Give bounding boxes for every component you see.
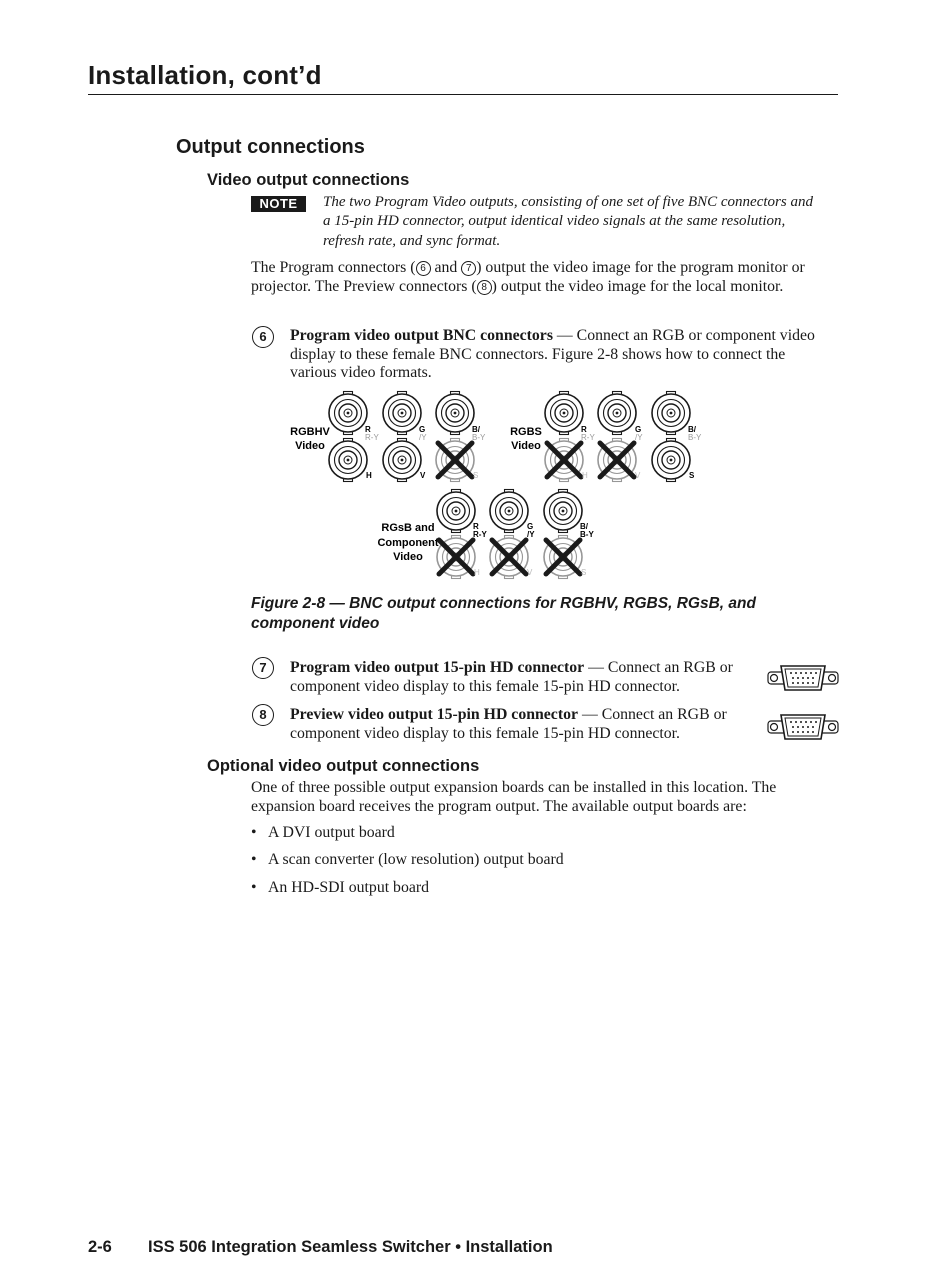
bnc-connector-b — [436, 392, 474, 435]
note-text: The two Program Video outputs, consisting of one set of five BNC connectors and a 15-pin HD connector, output identical video signals at the same resolution, refresh rate, and sync format. — [323, 194, 813, 249]
item-7-title: Program video output 15-pin HD connector — [290, 659, 585, 676]
bnc-connector-v-unused — [490, 536, 528, 579]
label-v: V — [420, 471, 426, 480]
group-label-rgsb-1: RGsB and — [381, 522, 435, 534]
page-header-title: Installation, cont’d — [88, 60, 322, 90]
label-r-y: R-Y — [581, 433, 595, 442]
label-b-y: B-Y — [688, 433, 702, 442]
figure-caption: Figure 2-8 — BNC output connections for RGBHV, RGBS, RGsB, and component video — [251, 595, 756, 632]
list-item-text: A scan converter (low resolution) output board — [268, 851, 564, 868]
hd15-connector-icon — [767, 712, 839, 742]
hd15-connector-icon — [767, 663, 839, 693]
intro-text-4: ) output the video image for the local monitor. — [491, 278, 784, 296]
subsection-heading: Optional video output connections — [207, 757, 480, 775]
list-item — [251, 879, 429, 897]
bnc-connector-b — [544, 490, 582, 533]
item-6-body: — Connect an RGB or component video display to these female BNC connectors. Figure 2-8 shows how to connect the various video formats. — [290, 327, 815, 381]
intro-text-2: and — [430, 259, 462, 276]
item-6-text — [290, 327, 830, 383]
callout-number: 6 — [416, 261, 431, 276]
footer-text: ISS 506 Integration Seamless Switcher • Installation — [148, 1238, 553, 1256]
intro-paragraph — [251, 258, 831, 297]
label-v: V — [635, 471, 641, 480]
item-7-body: — Connect an RGB or component video display to this female 15-pin HD connector. — [290, 659, 733, 695]
bnc-connector-v — [383, 439, 421, 482]
label-b: B/ — [472, 425, 480, 434]
item-8-title: Preview video output 15-pin HD connector — [290, 706, 578, 723]
group-label-rgbhv-1: RGBHV — [290, 426, 330, 438]
bnc-connector-h-unused — [545, 439, 583, 482]
list-item-text: An HD-SDI output board — [268, 879, 430, 896]
label-r-y: R-Y — [365, 433, 379, 442]
label-g: G — [635, 425, 642, 434]
item-6-title: Program video output BNC connectors — [290, 327, 553, 344]
bnc-connector-g — [598, 392, 636, 435]
bnc-connection-diagram — [280, 388, 720, 584]
bullet-icon: • — [251, 824, 257, 841]
bnc-connector-r — [545, 392, 583, 435]
label-h: H — [582, 471, 588, 480]
group-label-rgsb-2: Component — [377, 537, 439, 549]
bullet-icon: • — [251, 851, 257, 868]
label-y: /Y — [419, 433, 427, 442]
label-g: G — [419, 425, 426, 434]
optional-paragraph: One of three possible output expansion boards can be installed in this location. The expansion board receives the program output. The available output boards are: — [251, 779, 777, 816]
intro-text-1: The Program connectors ( — [251, 259, 416, 276]
note-badge: NOTE — [251, 196, 306, 212]
label-v: V — [527, 568, 533, 577]
label-r-y: R-Y — [473, 530, 487, 539]
group-label-rgbs-2: Video — [511, 440, 541, 452]
bnc-connector-s — [652, 439, 690, 482]
bnc-connector-b — [652, 392, 690, 435]
label-r: R — [473, 522, 479, 531]
group-label-rgbhv-2: Video — [295, 440, 325, 452]
label-h: H — [474, 568, 480, 577]
section-heading: Output connections — [176, 136, 365, 158]
label-y: /Y — [527, 530, 535, 539]
bnc-connector-g — [490, 490, 528, 533]
list-item — [251, 824, 395, 842]
item-8-body: — Connect an RGB or component video display to this female 15-pin HD connector. — [290, 706, 727, 742]
label-b-y: B-Y — [472, 433, 486, 442]
bnc-connector-h — [329, 439, 367, 482]
list-item-text: A DVI output board — [268, 824, 395, 841]
intro-text-3: ) output the video image for the program monitor or projector. The Preview connectors ( — [251, 259, 805, 296]
label-b: B/ — [580, 522, 588, 531]
item-number-7: 7 — [252, 657, 274, 679]
label-h: H — [366, 471, 372, 480]
group-label-rgbs-1: RGBS — [510, 426, 542, 438]
bnc-connector-r — [437, 490, 475, 533]
item-7-text — [290, 659, 750, 696]
subsection-heading: Video output connections — [207, 171, 410, 189]
label-r: R — [581, 425, 587, 434]
bnc-connector-s-unused — [544, 536, 582, 579]
page-footer — [88, 1238, 553, 1257]
bnc-connector-r — [329, 392, 367, 435]
label-g: G — [527, 522, 534, 531]
bnc-connector-v-unused — [598, 439, 636, 482]
label-r: R — [365, 425, 371, 434]
item-number-8: 8 — [252, 704, 274, 726]
label-s: S — [581, 568, 587, 577]
item-number-6: 6 — [252, 326, 274, 348]
header-rule — [88, 94, 838, 95]
label-s: S — [689, 471, 695, 480]
page-number: 2-6 — [88, 1238, 112, 1256]
callout-number: 8 — [477, 280, 492, 295]
bnc-connector-h-unused — [437, 536, 475, 579]
list-item — [251, 851, 564, 869]
label-b-y: B-Y — [580, 530, 594, 539]
label-s: S — [473, 471, 479, 480]
bnc-connector-s-unused — [436, 439, 474, 482]
item-8-text — [290, 706, 750, 743]
callout-number: 7 — [461, 261, 476, 276]
label-y: /Y — [635, 433, 643, 442]
group-label-rgsb-3: Video — [393, 551, 423, 563]
bullet-icon: • — [251, 879, 257, 896]
bnc-connector-g — [383, 392, 421, 435]
label-b: B/ — [688, 425, 696, 434]
